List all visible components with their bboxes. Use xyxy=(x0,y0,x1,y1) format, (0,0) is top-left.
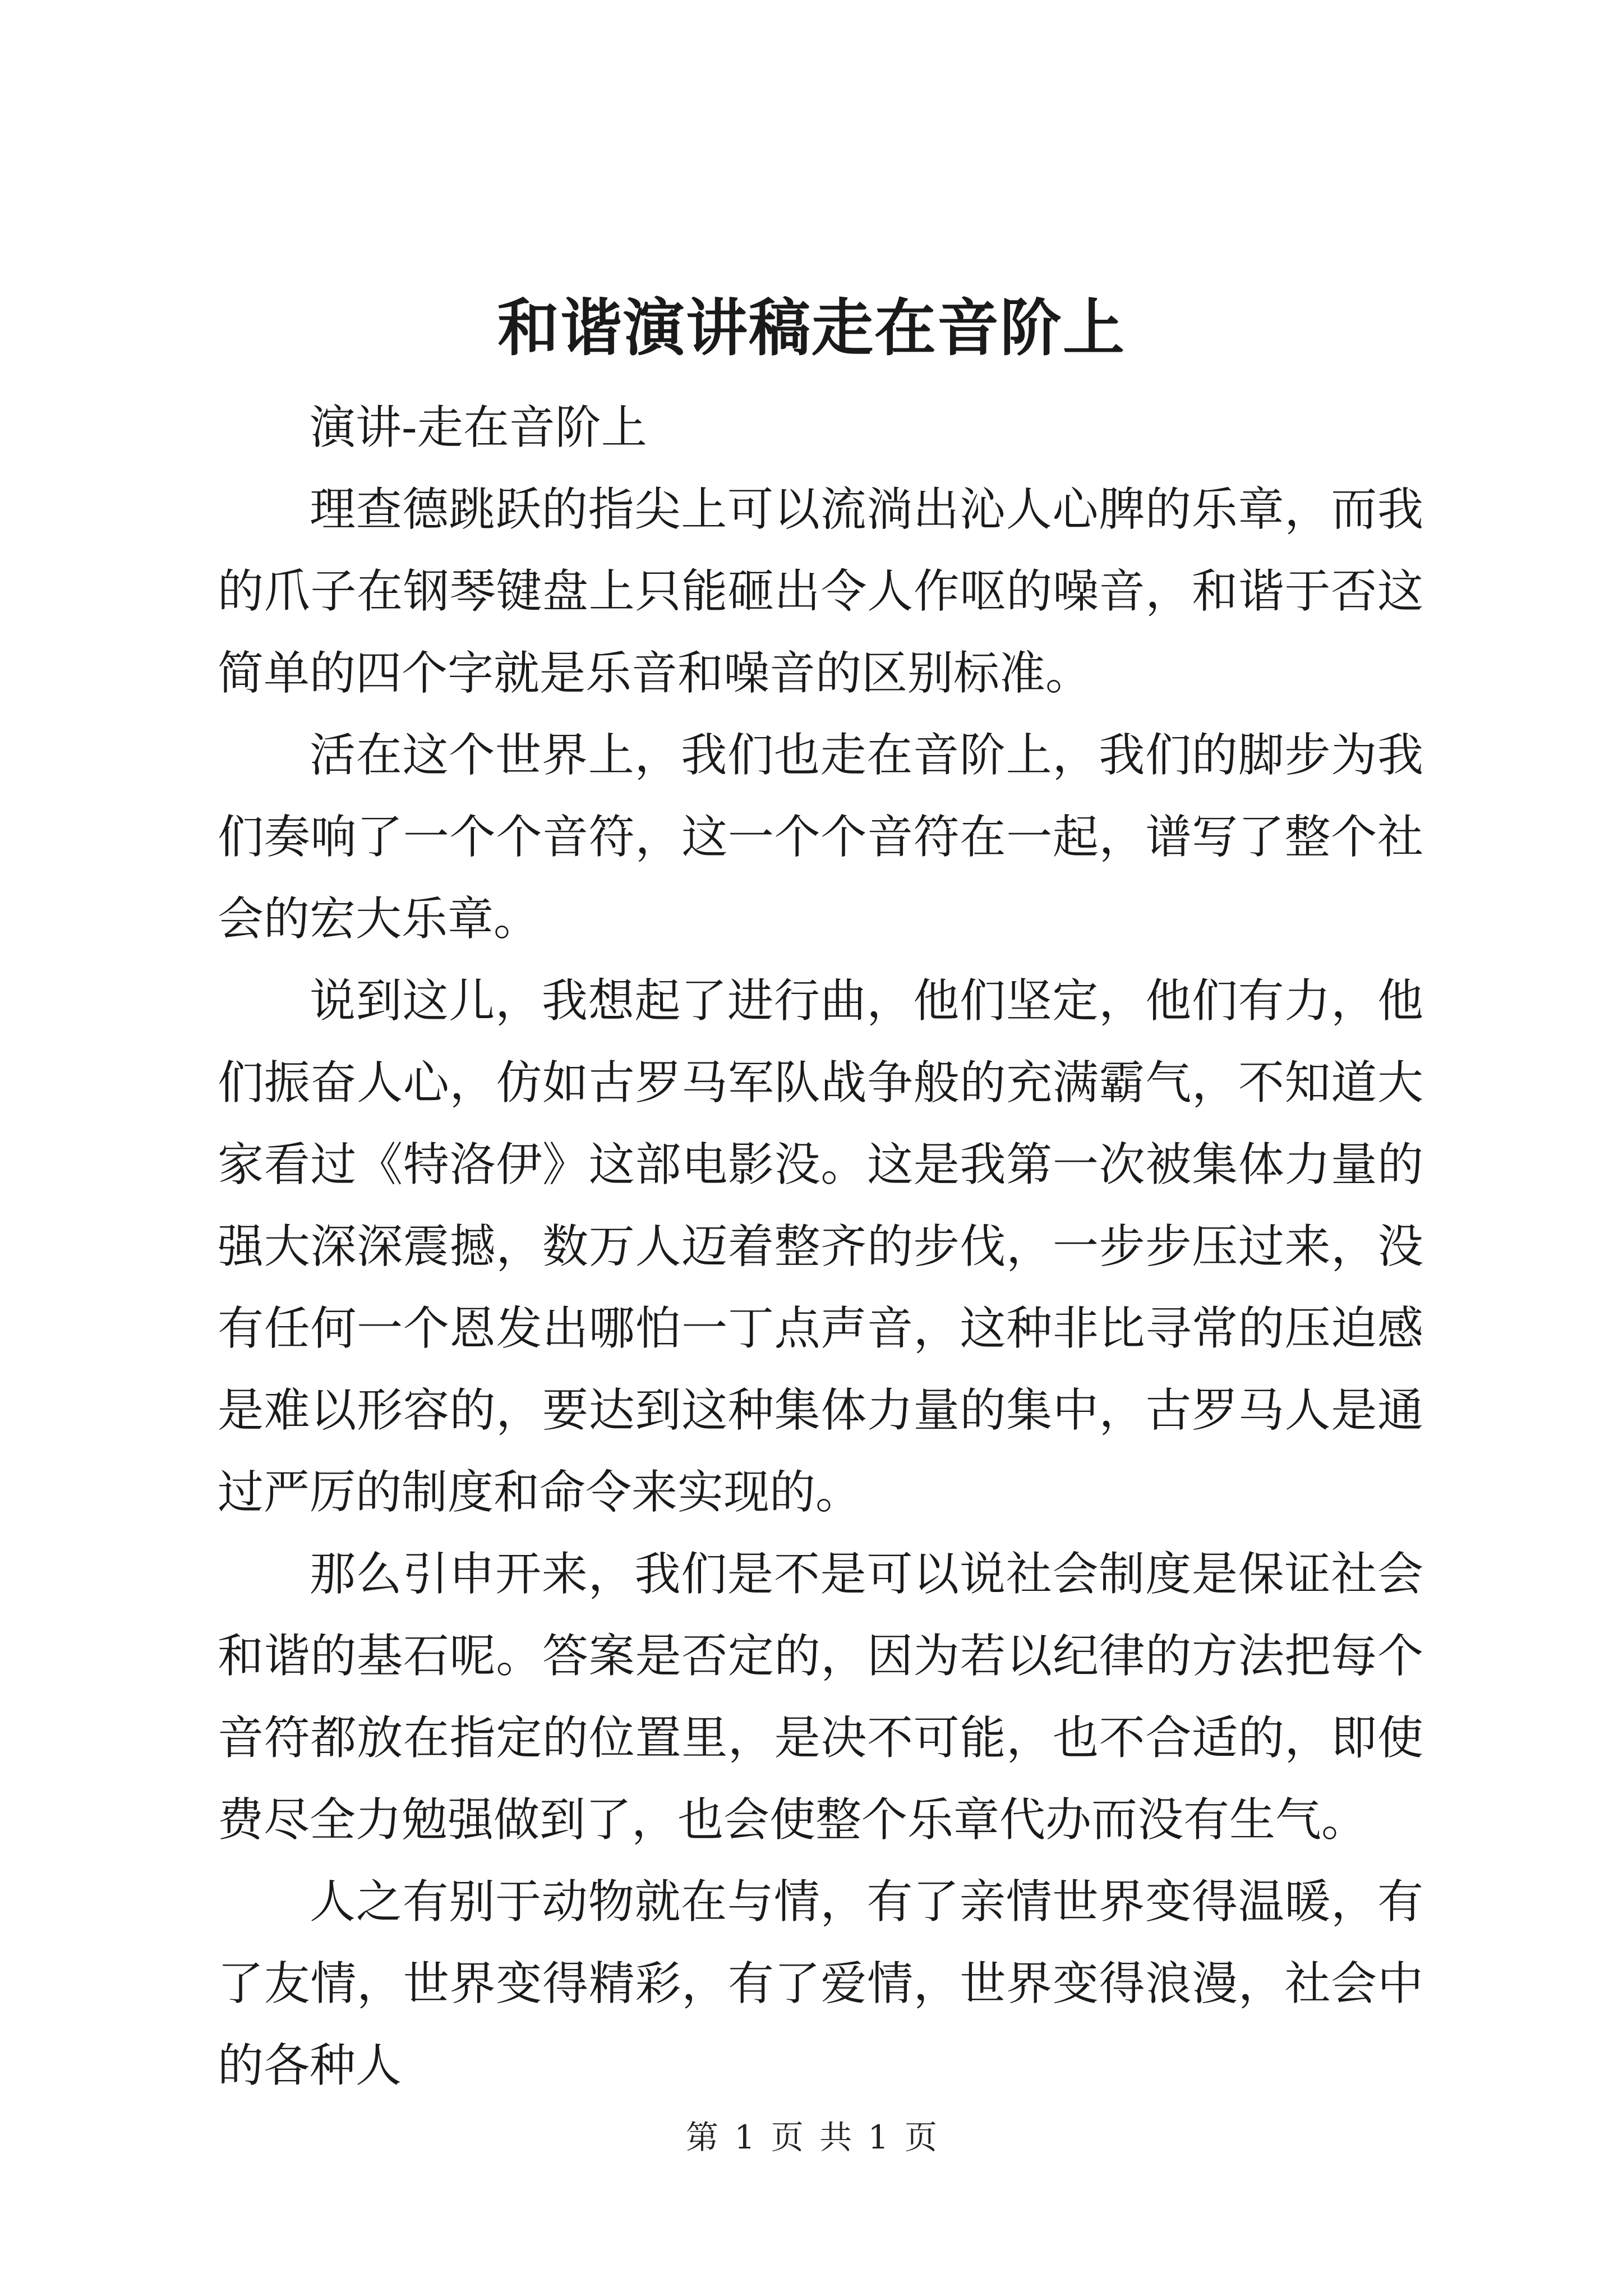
paragraph-3: 活在这个世界上，我们也走在音阶上，我们的脚步为我们奏响了一个个音符，这一个个音符在一起，谱写了整个社会的宏大乐章。 xyxy=(218,729,1423,946)
paragraph-4: 说到这儿，我想起了进行曲，他们坚定，他们有力，他们振奋人心，仿如古罗马军队战争般的充满霸气，不知道大家看过《特洛伊》这部电影没。这是我第一次被集体力量的强大深深震撼，数万人迈着整齐的步伐，一步步压过来，没有任何一个恩发出哪怕一丁点声音，这种非比寻常的压迫感是难以形容的，要达到这种集体力量的集中，古罗马人是通过严厉的制度和命令来实现的。 xyxy=(218,974,1423,1519)
paragraph-5: 那么引申开来，我们是不是可以说社会制度是保证社会和谐的基石呢。答案是否定的，因为若以纪律的方法把每个音符都放在指定的位置里，是决不可能，也不合适的，即使费尽全力勉强做到了，也会使整个乐章代办而没有生气。 xyxy=(218,1548,1423,1847)
paragraph-6: 人之有别于动物就在与情，有了亲情世界变得温暖，有了友情，世界变得精彩，有了爱情，世界变得浪漫，社会中的各种人 xyxy=(218,1875,1423,2092)
document-title: 和谐演讲稿走在音阶上 xyxy=(497,292,1126,364)
paragraph-2: 理查德跳跃的指尖上可以流淌出沁人心脾的乐章，而我的爪子在钢琴键盘上只能砸出令人作呕的噪音，和谐于否这简单的四个字就是乐音和噪音的区别标准。 xyxy=(218,483,1423,700)
paragraph-1: 演讲-走在音阶上 xyxy=(310,401,647,454)
page-footer: 第 1 页 共 1 页 xyxy=(686,2118,937,2156)
document-body xyxy=(218,387,1423,2107)
